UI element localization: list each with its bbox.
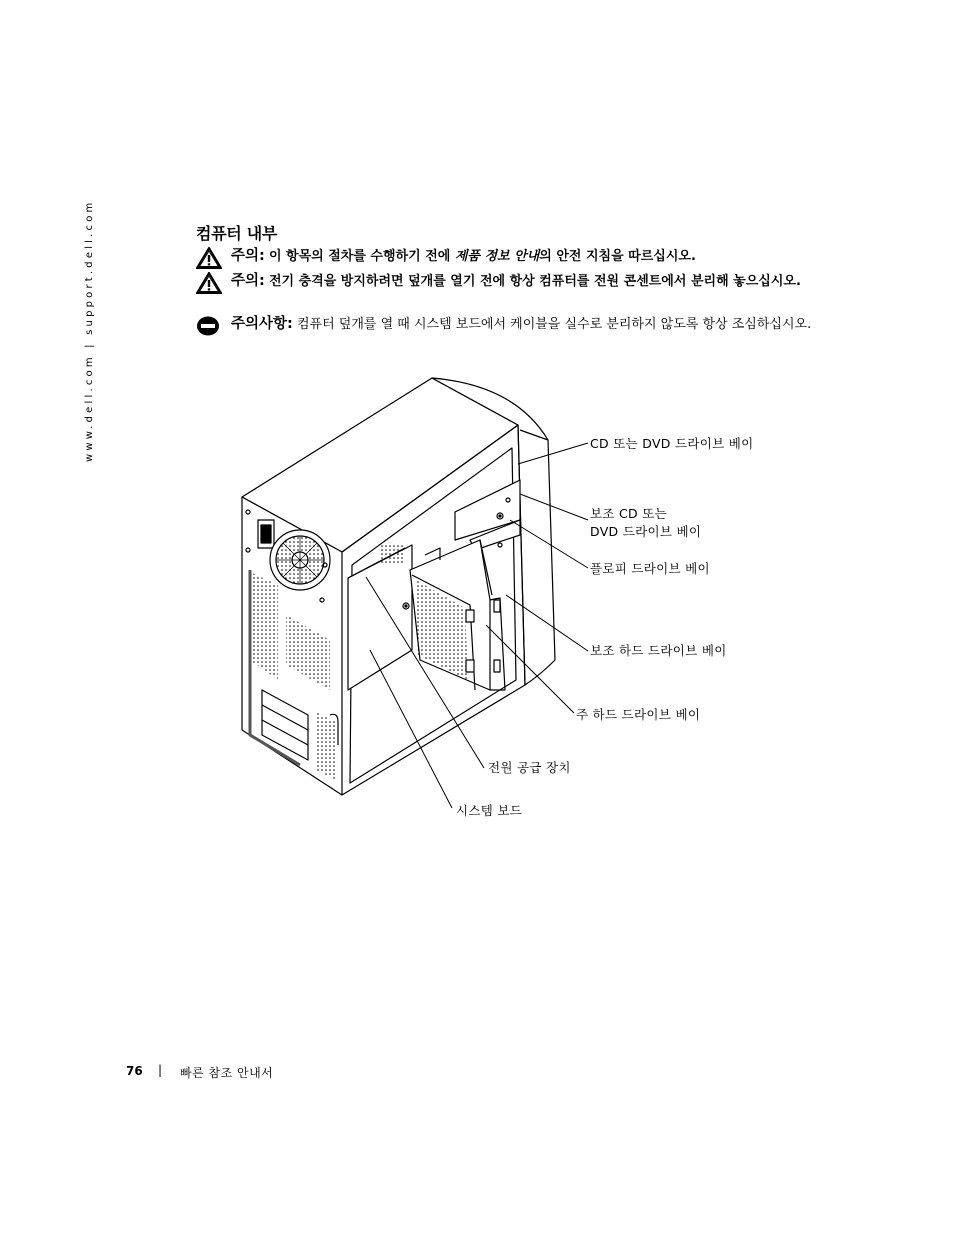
- callout-secondary-cd-line2: DVD 드라이브 베이: [590, 524, 702, 539]
- caution-notice-1: [196, 247, 816, 266]
- page-number: 76: [126, 1064, 143, 1078]
- notice-3: [196, 315, 816, 334]
- callout-secondary-cd-line1: 보조 CD 또는: [590, 506, 668, 521]
- notice-text: 컴퓨터 덮개를 열 때 시스템 보드에서 케이블을 실수로 분리하지 않도록 항상 조심하십시오.: [296, 317, 812, 332]
- callout-primary-hdd-bay: 주 하드 드라이브 베이: [576, 707, 701, 722]
- side-url: www.dell.com | support.dell.com: [84, 199, 95, 462]
- footer-book-title: 빠른 참조 안내서: [180, 1066, 274, 1080]
- footer-separator: |: [158, 1063, 163, 1077]
- notice-stop-icon: [196, 315, 220, 337]
- notice-label: 주의사항:: [231, 316, 293, 332]
- callout-secondary-hdd-bay: 보조 하드 드라이브 베이: [590, 643, 727, 658]
- notice-text-after: 의 안전 지침을 따르십시오.: [539, 249, 696, 264]
- callout-power-supply: 전원 공급 장치: [488, 760, 571, 775]
- section-title: 컴퓨터 내부: [196, 224, 278, 243]
- caution-notice-2: [196, 272, 816, 291]
- notice-text: 전기 충격을 방지하려면 덮개를 열기 전에 항상 컴퓨터를 전원 콘센트에서 분리해 놓으십시오.: [268, 274, 801, 289]
- caution-triangle-icon: [196, 247, 222, 269]
- notice-doc-title: 제품 정보 안내: [454, 249, 540, 264]
- leader-line: [370, 650, 452, 808]
- caution-triangle-icon: [196, 272, 222, 294]
- callout-system-board: 시스템 보드: [456, 803, 523, 818]
- notice-text-before: 이 항목의 절차를 수행하기 전에: [268, 249, 455, 264]
- callout-floppy-bay: 플로피 드라이브 베이: [590, 561, 710, 576]
- callout-cd-dvd-bay: CD 또는 DVD 드라이브 베이: [590, 436, 754, 451]
- notice-label: 주의:: [231, 248, 265, 264]
- notice-label: 주의:: [231, 273, 265, 289]
